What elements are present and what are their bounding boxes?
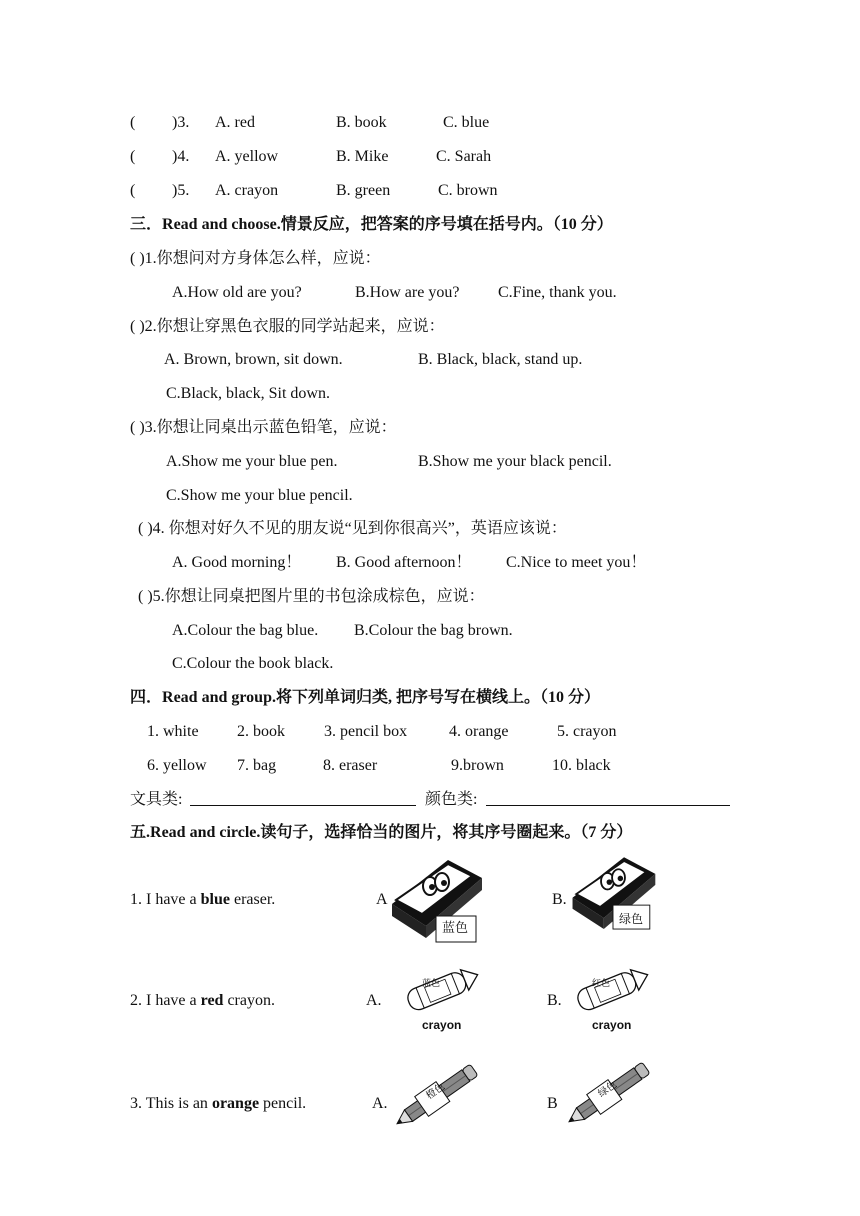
eraser-picture-b	[567, 853, 659, 937]
eraser-icon	[567, 853, 659, 937]
option-c: C. brown	[438, 182, 498, 199]
word-item: 5. crayon	[557, 723, 617, 740]
s3-q3-option-a: A.Show me your blue pen.	[166, 453, 338, 470]
s5-sentence-1: 1. I have a blue eraser.	[130, 891, 276, 908]
section4-heading	[130, 688, 600, 708]
s3-q3-option-c: C.Show me your blue pencil.	[166, 487, 353, 504]
eraser-picture-a	[386, 856, 486, 946]
color-tag: 红色	[592, 979, 611, 989]
word-item: 6. yellow	[147, 757, 207, 774]
color-tag: 蓝色	[442, 921, 469, 936]
answer-paren[interactable]: (	[130, 182, 136, 199]
word-item: 9.brown	[451, 757, 504, 774]
s5-2-option-a[interactable]: A.	[366, 992, 382, 1009]
option-a: A. red	[215, 114, 255, 131]
section-title-cn: 将下列单词归类, 把序号写在横线上。（10 分）	[275, 689, 600, 706]
s3-q5-option-b: B.Colour the bag brown.	[354, 622, 513, 639]
crayon-caption: crayon	[422, 1018, 462, 1032]
section-number: 四．	[130, 689, 163, 706]
color-tag: 绿色	[619, 912, 644, 926]
crayon-icon	[400, 960, 484, 1016]
section-title-en: Read and circle.	[150, 824, 261, 841]
section-title-cn: 读句子，选择恰当的图片，将其序号圈起来。（7 分）	[260, 824, 633, 841]
color-label: 颜色类:	[425, 791, 478, 808]
color-tag: 蓝色	[422, 979, 441, 989]
s3-q2-label: ( )2.你想让穿黑色衣服的同学站起来，应说：	[130, 318, 445, 335]
option-a: A. crayon	[215, 182, 279, 199]
word-item: 2. book	[237, 723, 285, 740]
s3-q2-option-a: A. Brown, brown, sit down.	[164, 351, 343, 368]
crayon-icon	[570, 960, 654, 1016]
section-title-cn: 情景反应，把答案的序号填在括号内。（10 分）	[280, 216, 613, 233]
option-c: C. blue	[443, 114, 490, 131]
color-tag: 绿色	[596, 1079, 620, 1100]
s5-1-option-b[interactable]: B.	[552, 891, 567, 908]
word-item: 8. eraser	[323, 757, 378, 774]
s3-q5-option-a: A.Colour the bag blue.	[172, 622, 319, 639]
crayon-picture-a	[400, 960, 484, 1032]
question-number: )4.	[172, 148, 190, 165]
crayon-caption: crayon	[592, 1018, 632, 1032]
word-item: 3. pencil box	[324, 723, 408, 740]
s3-q4-label: ( )4. 你想对好久不见的朋友说“见到你很高兴”，英语应该说：	[138, 520, 567, 537]
word-item: 4. orange	[449, 723, 509, 740]
question-number: )3.	[172, 114, 190, 131]
s3-q3-label: ( )3.你想让同桌出示蓝色铅笔，应说：	[130, 419, 397, 436]
section5-heading	[130, 823, 632, 843]
section3-heading	[130, 215, 613, 235]
s3-q4-option-c: C.Nice to meet you！	[506, 554, 647, 571]
word-item: 1. white	[147, 723, 199, 740]
s3-q5-option-c: C.Colour the book black.	[172, 655, 334, 672]
word-item: 10. black	[552, 757, 611, 774]
eraser-icon	[386, 856, 486, 946]
s5-sentence-3: 3. This is an orange pencil.	[130, 1095, 307, 1112]
s5-1-option-a[interactable]: A	[376, 891, 388, 908]
option-b: B. Mike	[336, 148, 389, 165]
s3-q4-option-a: A. Good morning！	[172, 554, 302, 571]
color-answer-line[interactable]	[486, 791, 730, 806]
s3-q1-label: ( )1.你想问对方身体怎么样，应说：	[130, 250, 381, 267]
stationery-answer-line[interactable]	[190, 791, 416, 806]
s3-q2-option-b: B. Black, black, stand up.	[418, 351, 583, 368]
s3-q2-option-c: C.Black, black, Sit down.	[166, 385, 330, 402]
stationery-label: 文具类:	[130, 791, 183, 808]
option-c: C. Sarah	[436, 148, 492, 165]
pencil-picture-b	[560, 1058, 660, 1128]
question-number: )5.	[172, 182, 190, 199]
section-number: 五.	[130, 824, 151, 841]
s3-q1-option-b: B.How are you?	[355, 284, 460, 301]
s3-q5-label: ( )5.你想让同桌把图片里的书包涂成棕色，应说：	[138, 588, 485, 605]
s5-3-option-a[interactable]: A.	[372, 1095, 388, 1112]
option-b: B. book	[336, 114, 387, 131]
s3-q3-option-b: B.Show me your black pencil.	[418, 453, 612, 470]
option-a: A. yellow	[215, 148, 279, 165]
s3-q1-option-a: A.How old are you?	[172, 284, 302, 301]
option-b: B. green	[336, 182, 391, 199]
s3-q4-option-b: B. Good afternoon！	[336, 554, 472, 571]
crayon-picture-b	[570, 960, 654, 1032]
answer-paren[interactable]: (	[130, 114, 136, 131]
s5-sentence-2: 2. I have a red crayon.	[130, 992, 275, 1009]
section-title-en: Read and group.	[162, 689, 276, 706]
s3-q1-option-c: C.Fine, thank you.	[498, 284, 617, 301]
s5-3-option-b[interactable]: B	[547, 1095, 558, 1112]
color-tag: 橙色	[424, 1081, 448, 1102]
section-number: 三．	[130, 216, 163, 233]
s5-2-option-b[interactable]: B.	[547, 992, 562, 1009]
answer-paren[interactable]: (	[130, 148, 136, 165]
section-title-en: Read and choose.	[162, 216, 281, 233]
pencil-picture-a	[388, 1060, 488, 1130]
word-item: 7. bag	[237, 757, 277, 774]
